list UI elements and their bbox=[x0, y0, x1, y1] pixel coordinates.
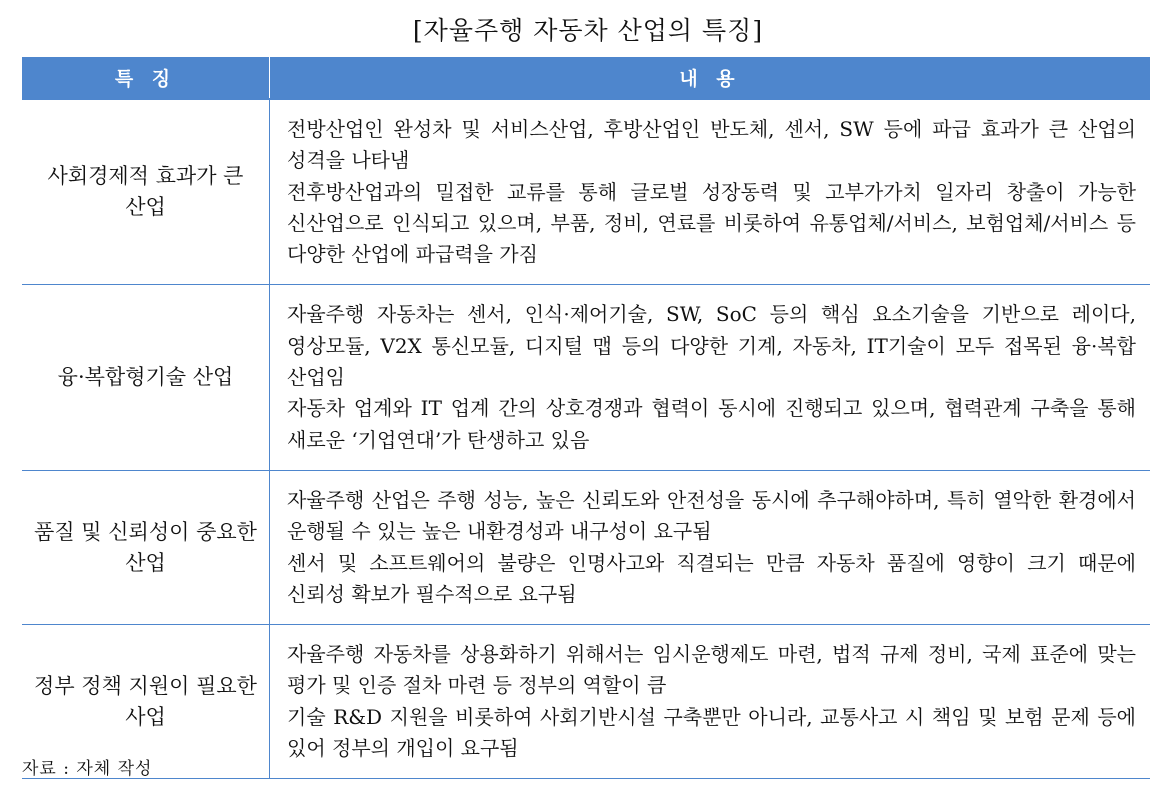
content-cell bbox=[270, 625, 1151, 779]
source-note: 자료 : 자체 작성 bbox=[22, 759, 153, 779]
content-cell bbox=[270, 99, 1151, 285]
document-title: [자율주행 자동차 산업의 특징] bbox=[412, 16, 764, 45]
content-paragraph: 자율주행 자동차는 센서, 인식·제어기술, SW, SoC 등의 핵심 요소기술을 기반으로 레이다, 영상모듈, V2X 통신모듈, 디지털 맵 등의 다양한 기계, 자동차, IT기술이 모두 접목된 융·복합 산업임 bbox=[287, 302, 1136, 390]
table-row bbox=[22, 99, 1150, 285]
table-row bbox=[22, 285, 1150, 470]
content-paragraph: 자율주행 산업은 주행 성능, 높은 신뢰도와 안전성을 동시에 추구해야하며, 특히 열악한 환경에서 운행될 수 있는 높은 내환경성과 내구성이 요구됨 bbox=[287, 487, 1136, 544]
features-table bbox=[22, 57, 1150, 779]
header-feature: 특 징 bbox=[22, 57, 270, 99]
feature-cell: 융·복합형기술 산업 bbox=[22, 285, 270, 470]
content-paragraph: 기술 R&D 지원을 비롯하여 사회기반시설 구축뿐만 아니라, 교통사고 시 책임 및 보험 문제 등에 있어 정부의 개입이 요구됨 bbox=[287, 704, 1136, 761]
content-cell bbox=[270, 470, 1151, 624]
content-cell bbox=[270, 285, 1151, 470]
content-paragraph: 전후방산업과의 밀접한 교류를 통해 글로벌 성장동력 및 고부가가치 일자리 창출이 가능한 신산업으로 인식되고 있으며, 부품, 정비, 연료를 비롯하여 유통업체/서비스, 보험업체/서비스 등 다양한 산업에 파급력을 가짐 bbox=[287, 179, 1136, 267]
content-paragraph: 센서 및 소프트웨어의 불량은 인명사고와 직결되는 만큼 자동차 품질에 영향이 크기 때문에 신뢰성 확보가 필수적으로 요구됨 bbox=[287, 550, 1136, 606]
feature-cell: 품질 및 신뢰성이 중요한 산업 bbox=[22, 470, 270, 624]
table-row bbox=[22, 470, 1150, 624]
content-paragraph: 전방산업인 완성차 및 서비스산업, 후방산업인 반도체, 센서, SW 등에 파급 효과가 큰 산업의 성격을 나타냄 bbox=[287, 117, 1136, 173]
content-paragraph: 자동차 업계와 IT 업계 간의 상호경쟁과 협력이 동시에 진행되고 있으며, 협력관계 구축을 통해 새로운 ‘기업연대’가 탄생하고 있음 bbox=[287, 396, 1136, 452]
feature-cell: 정부 정책 지원이 필요한 사업 bbox=[22, 625, 270, 779]
table-header-row bbox=[22, 57, 1150, 99]
table-row bbox=[22, 625, 1150, 779]
header-content: 내 용 bbox=[270, 57, 1151, 99]
content-paragraph: 자율주행 자동차를 상용화하기 위해서는 임시운행제도 마련, 법적 규제 정비, 국제 표준에 맞는 평가 및 인증 절차 마련 등 정부의 역할이 큼 bbox=[287, 642, 1136, 698]
feature-cell: 사회경제적 효과가 큰 산업 bbox=[22, 99, 270, 285]
